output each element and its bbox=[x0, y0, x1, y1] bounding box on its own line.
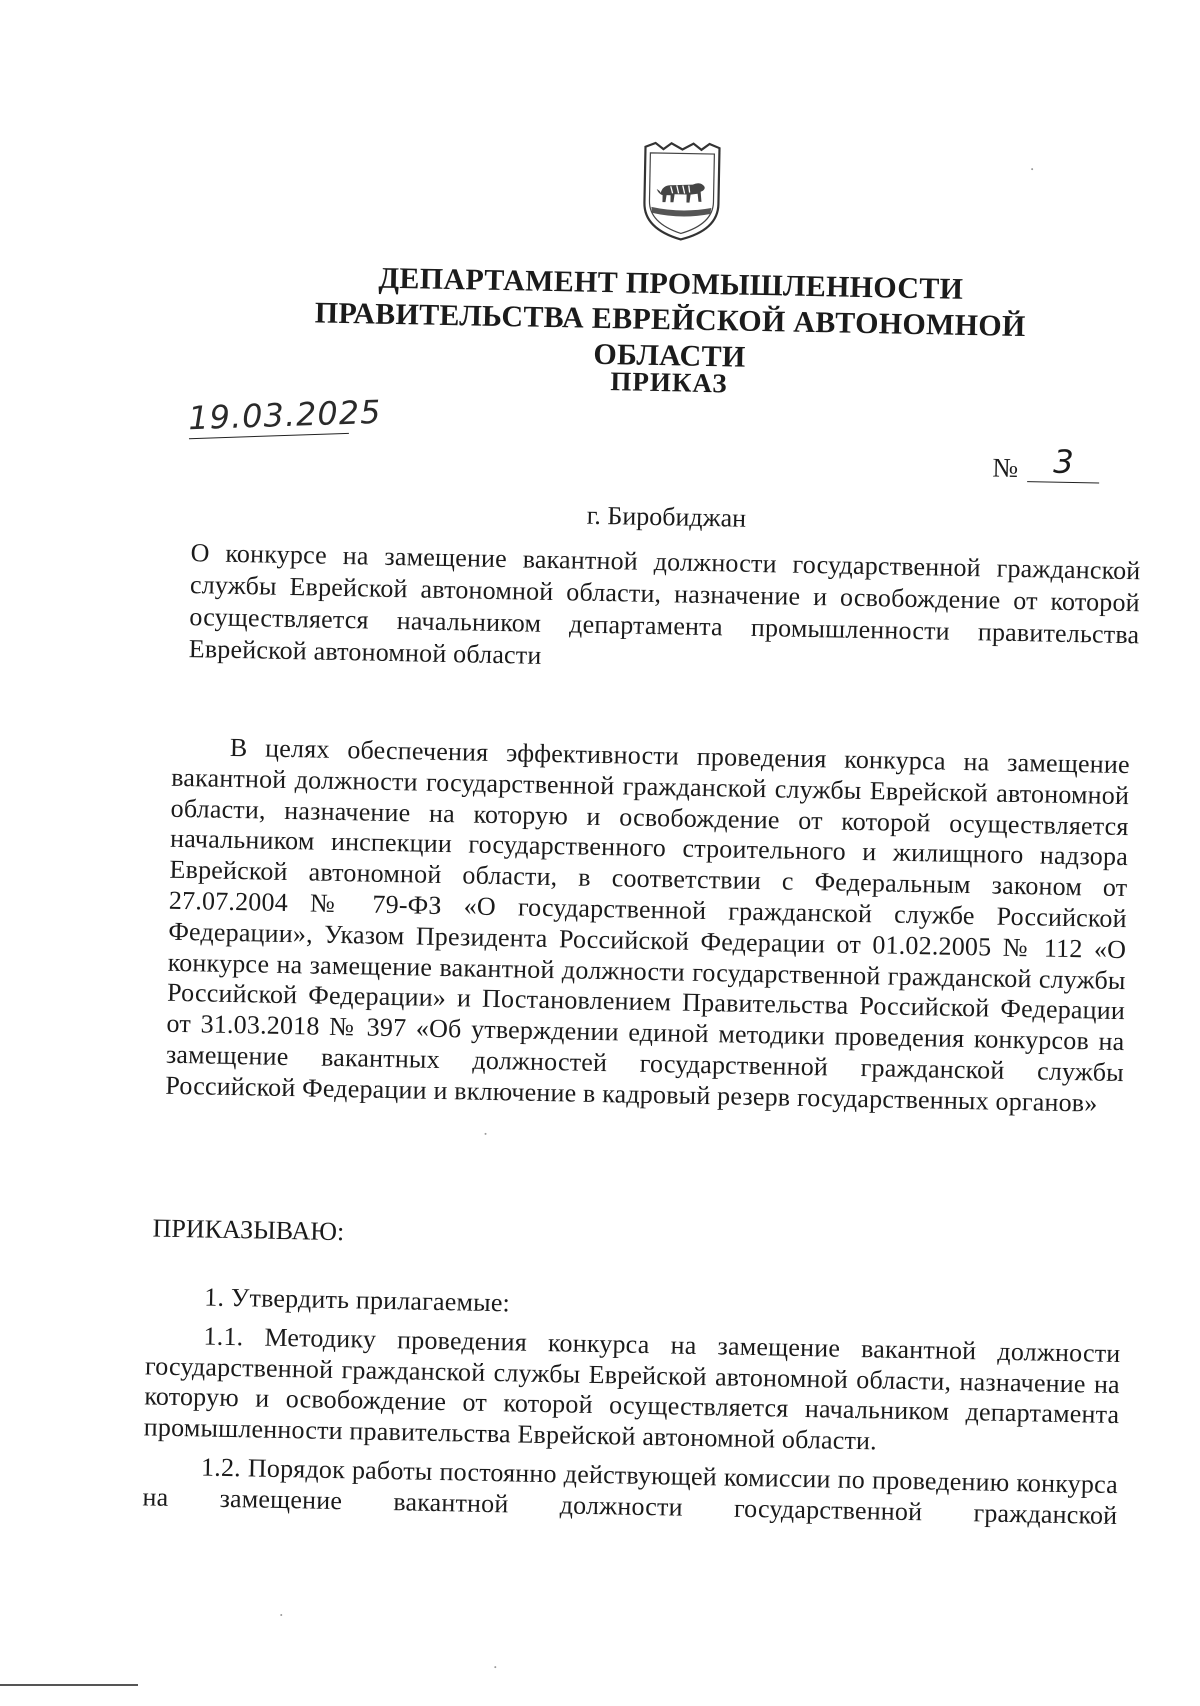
document-number: 3 bbox=[1027, 441, 1100, 483]
scan-speck bbox=[1031, 168, 1033, 170]
department-title-line1: ДЕПАРТАМЕНТ ПРОМЫШЛЕННОСТИ bbox=[378, 261, 964, 306]
order-items bbox=[142, 1281, 1121, 1539]
preamble-paragraph: В целях обеспечения эффективности проведения конкурса на замещение вакантной должности государственной гражданской службы Еврейской автономной области, назначение на которую и освобождение от которой осуществляется начальником инспекции государственного строительного и жилищного надзора Еврейской автономной области, в соответствии с Федеральным законом от 27.07.2004 № 79-ФЗ «О государственной гражданской службе Российской Федерации», Указом Президента Российской Федерации от 01.02.2005 № 112 «О конкурсе на замещение вакантной должности государственной гражданской службы Российской Федерации» и Постановлением Правительства Российской Федерации от 31.03.2018 № 397 «Об утверждении единой методики проведения конкурсов на замещение вакантных должностей государственной гражданской службы Российской Федерации и включение в кадровый резерв государственных органов» bbox=[165, 732, 1131, 1118]
department-title-line2: ПРАВИТЕЛЬСТВА ЕВРЕЙСКОЙ АВТОНОМНОЙ ОБЛАСТИ bbox=[314, 296, 1026, 374]
coat-of-arms-tiger-icon bbox=[640, 141, 724, 243]
order-directive: ПРИКАЗЫВАЮ: bbox=[152, 1213, 345, 1247]
order-item-1-2: 1.2. Порядок работы постоянно действующей комиссии по проведению конкурса на замещение вакантной должности государственной гражданской bbox=[142, 1452, 1119, 1530]
document-type: ПРИКАЗ bbox=[610, 366, 728, 399]
scan-edge-line bbox=[0, 1684, 138, 1686]
scan-speck bbox=[485, 1133, 487, 1135]
scan-speck bbox=[494, 1666, 496, 1668]
order-item-1: 1. Утвердить прилагаемые: bbox=[204, 1282, 511, 1318]
department-header bbox=[269, 259, 1071, 382]
order-item-1-1: 1.1. Методику проведения конкурса на замещение вакантной должности государственной гражданской службы Еврейской автономной области, назначение на которую и освобождение от которой осуществляется начальником департамента промышленности правительства Еврейской автономной области. bbox=[143, 1321, 1121, 1456]
scan-speck bbox=[280, 1614, 282, 1616]
number-label: № bbox=[992, 452, 1019, 483]
document-subject: О конкурсе на замещение вакантной должности государственной гражданской службы Еврейской автономной области, назначение и освобождение от которой осуществляется начальником департамента промышленности правительства Еврейской автономной области bbox=[188, 538, 1141, 670]
document-date: 19.03.2025 bbox=[187, 392, 383, 438]
city: г. Биробиджан bbox=[586, 500, 747, 533]
